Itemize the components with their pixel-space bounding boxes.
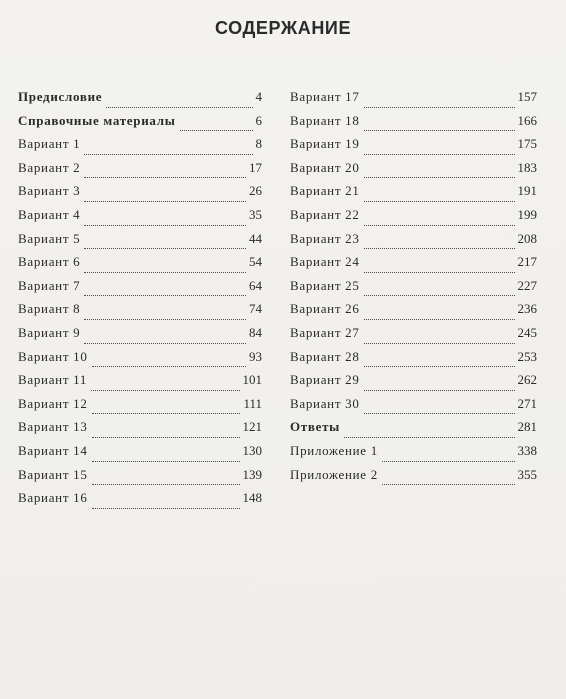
toc-entry bbox=[290, 231, 537, 255]
dot-leader bbox=[84, 263, 246, 275]
toc-entry bbox=[18, 467, 262, 491]
dot-leader bbox=[92, 475, 240, 487]
dot-leader bbox=[364, 239, 515, 251]
toc-entry-page-number: 157 bbox=[517, 89, 537, 104]
page-title: СОДЕРЖАНИЕ bbox=[214, 18, 352, 38]
toc-entry bbox=[18, 113, 262, 137]
toc-entry bbox=[18, 278, 262, 302]
dot-leader bbox=[364, 192, 515, 204]
toc-entry bbox=[290, 467, 537, 491]
toc-entry bbox=[18, 349, 262, 373]
dot-leader bbox=[364, 145, 515, 157]
toc-entry-label: Вариант 25 bbox=[290, 277, 360, 293]
toc-entry-label: Вариант 2 bbox=[18, 159, 81, 175]
dot-leader bbox=[91, 381, 239, 393]
toc-entry-label: Вариант 12 bbox=[18, 395, 88, 411]
toc-entry bbox=[290, 349, 537, 373]
toc-entry bbox=[290, 113, 537, 137]
toc-entry-label: Вариант 27 bbox=[290, 324, 360, 340]
toc-entry-page-number: 93 bbox=[249, 348, 262, 364]
dot-leader bbox=[84, 192, 246, 204]
toc-entry bbox=[290, 207, 537, 231]
toc-entry-label: Вариант 30 bbox=[290, 395, 360, 411]
toc-entry-page-number: 262 bbox=[517, 372, 537, 388]
toc-entry-label: Вариант 16 bbox=[18, 490, 88, 506]
dot-leader bbox=[344, 428, 514, 440]
toc-entry bbox=[18, 419, 262, 443]
toc-entry bbox=[290, 443, 537, 467]
toc-entry-page-number: 64 bbox=[249, 277, 262, 293]
toc-entry-page-number: 175 bbox=[517, 136, 537, 152]
dot-leader bbox=[84, 145, 252, 157]
toc-entry-label: Вариант 5 bbox=[18, 230, 81, 246]
toc-entry-page-number: 148 bbox=[242, 490, 262, 506]
toc-entry-page-number: 17 bbox=[249, 159, 262, 175]
toc-entry bbox=[290, 254, 537, 278]
toc-entry-page-number: 74 bbox=[249, 301, 262, 317]
toc-entry bbox=[18, 254, 262, 278]
toc-entry-page-number: 26 bbox=[249, 183, 262, 199]
toc-entry-page-number: 217 bbox=[517, 254, 537, 270]
toc-entry-label: Вариант 8 bbox=[18, 301, 81, 317]
toc-entry-label: Вариант 24 bbox=[290, 254, 360, 270]
toc-entry-label: Вариант 15 bbox=[18, 466, 88, 482]
dot-leader bbox=[84, 168, 246, 180]
toc-entry-page-number: 355 bbox=[517, 466, 537, 482]
toc-entry-label: Ответы bbox=[290, 419, 341, 435]
toc-entry-page-number: 84 bbox=[249, 324, 262, 340]
dot-leader bbox=[364, 121, 515, 133]
dot-leader bbox=[84, 239, 246, 251]
toc-entry-label: Вариант 29 bbox=[290, 372, 360, 388]
toc-column-right bbox=[290, 89, 537, 490]
toc-entry bbox=[290, 372, 537, 396]
toc-entry-page-number: 208 bbox=[517, 230, 537, 246]
dot-leader bbox=[92, 499, 240, 511]
dot-leader bbox=[106, 98, 252, 110]
dot-leader bbox=[92, 357, 246, 369]
toc-entry-page-number: 227 bbox=[517, 277, 537, 293]
dot-leader bbox=[364, 98, 515, 110]
toc-entry bbox=[18, 443, 262, 467]
toc-entry bbox=[290, 325, 537, 349]
toc-entry-page-number: 236 bbox=[517, 301, 537, 317]
toc-entry-page-number: 271 bbox=[517, 395, 537, 411]
dot-leader bbox=[364, 263, 515, 275]
toc-entry-label: Справочные материалы bbox=[18, 112, 176, 128]
toc-entry-label: Вариант 23 bbox=[290, 230, 360, 246]
toc-entry-label: Вариант 17 bbox=[290, 89, 360, 104]
dot-leader bbox=[92, 428, 240, 440]
dot-leader bbox=[84, 310, 246, 322]
toc-entry-page-number: 130 bbox=[242, 442, 262, 458]
toc-entry bbox=[18, 325, 262, 349]
dot-leader bbox=[364, 404, 515, 416]
dot-leader bbox=[364, 286, 515, 298]
toc-entry-label: Предисловие bbox=[18, 89, 103, 104]
toc-entry bbox=[18, 160, 262, 184]
toc-entry-page-number: 166 bbox=[517, 112, 537, 128]
toc-entry-label: Вариант 18 bbox=[290, 112, 360, 128]
toc-entry-label: Вариант 22 bbox=[290, 206, 360, 222]
dot-leader bbox=[92, 452, 240, 464]
toc-entry-label: Вариант 19 bbox=[290, 136, 360, 152]
toc-entry-page-number: 191 bbox=[517, 183, 537, 199]
toc-entry-page-number: 121 bbox=[242, 419, 262, 435]
toc-entry bbox=[290, 136, 537, 160]
toc-entry-label: Вариант 11 bbox=[18, 372, 88, 388]
toc-entry-label: Вариант 4 bbox=[18, 206, 81, 222]
toc-entry-label: Вариант 14 bbox=[18, 442, 88, 458]
toc-entry-page-number: 111 bbox=[243, 395, 262, 411]
toc-entry-label: Приложение 2 bbox=[290, 466, 378, 482]
toc-entry-page-number: 338 bbox=[517, 442, 537, 458]
dot-leader bbox=[364, 334, 515, 346]
dot-leader bbox=[364, 310, 515, 322]
toc-entry bbox=[290, 419, 537, 443]
toc-entry-page-number: 35 bbox=[249, 206, 262, 222]
toc-entry-page-number: 199 bbox=[517, 206, 537, 222]
toc-entry-page-number: 253 bbox=[517, 348, 537, 364]
toc-entry bbox=[290, 301, 537, 325]
toc-entry bbox=[18, 207, 262, 231]
toc-entry-label: Вариант 10 bbox=[18, 348, 88, 364]
toc-entry bbox=[18, 396, 262, 420]
toc-column-left bbox=[18, 89, 262, 514]
toc-entry bbox=[18, 136, 262, 160]
toc-entry bbox=[18, 301, 262, 325]
dot-leader bbox=[92, 404, 241, 416]
toc-entry-label: Вариант 6 bbox=[18, 254, 81, 270]
dot-leader bbox=[382, 475, 515, 487]
dot-leader bbox=[84, 216, 246, 228]
toc-entry bbox=[18, 490, 262, 514]
toc-entry-page-number: 6 bbox=[255, 112, 262, 128]
toc-entry-page-number: 183 bbox=[517, 159, 537, 175]
toc-entry-label: Вариант 13 bbox=[18, 419, 88, 435]
toc-entry bbox=[290, 396, 537, 420]
toc-entry-page-number: 281 bbox=[517, 419, 537, 435]
toc-entry bbox=[18, 231, 262, 255]
toc-entry bbox=[290, 160, 537, 184]
toc-entry bbox=[290, 183, 537, 207]
toc-entry-page-number: 54 bbox=[249, 254, 262, 270]
toc-entry-label: Вариант 3 bbox=[18, 183, 81, 199]
dot-leader bbox=[364, 357, 515, 369]
toc-entry-label: Вариант 1 bbox=[18, 136, 81, 152]
toc-entry-label: Вариант 7 bbox=[18, 277, 81, 293]
dot-leader bbox=[84, 334, 246, 346]
toc-entry-page-number: 139 bbox=[242, 466, 262, 482]
toc-entry-page-number: 245 bbox=[517, 324, 537, 340]
toc-entry-label: Вариант 9 bbox=[18, 324, 81, 340]
toc-entry-label: Вариант 26 bbox=[290, 301, 360, 317]
toc-entry bbox=[290, 278, 537, 302]
dot-leader bbox=[364, 216, 515, 228]
toc-entry bbox=[18, 89, 262, 113]
toc-entry bbox=[18, 372, 262, 396]
toc-entry-label: Вариант 21 bbox=[290, 183, 360, 199]
toc-entry-page-number: 101 bbox=[242, 372, 262, 388]
toc-entry-label: Вариант 28 bbox=[290, 348, 360, 364]
toc-entry bbox=[18, 183, 262, 207]
toc-entry-page-number: 4 bbox=[255, 89, 262, 104]
toc-entry-label: Приложение 1 bbox=[290, 442, 378, 458]
dot-leader bbox=[364, 381, 515, 393]
toc-entry bbox=[290, 89, 537, 113]
dot-leader bbox=[364, 168, 515, 180]
dot-leader bbox=[84, 286, 246, 298]
toc-entry-page-number: 8 bbox=[255, 136, 262, 152]
toc-entry-label: Вариант 20 bbox=[290, 159, 360, 175]
toc-entry-page-number: 44 bbox=[249, 230, 262, 246]
dot-leader bbox=[382, 452, 515, 464]
dot-leader bbox=[180, 121, 253, 133]
